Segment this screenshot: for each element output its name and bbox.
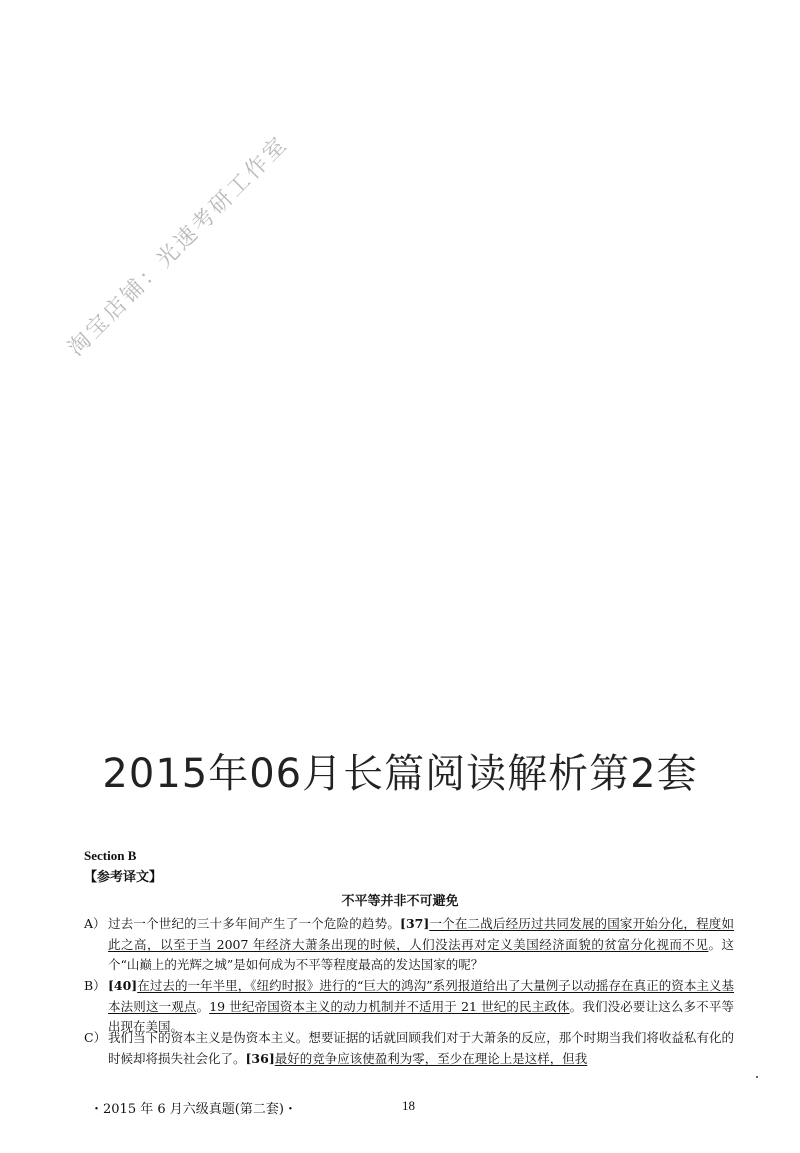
paragraph-a (84, 914, 734, 976)
underlined-answer: 19 世纪帝国资本主义的动力机制并不适用于 21 世纪的民主政体 (209, 998, 570, 1014)
paragraph-body (108, 1028, 734, 1069)
underlined-answer: 一个在二战后经历过共同发展的国家开始分化，程度如此之高，以至于当 2007 年经济大萧条出现的时候，人们没法再对定义美国经济面貌的贫富分化视而不见 (108, 916, 734, 952)
footer-source: ・2015 年 6 月六级真题(第二套)・ (90, 1102, 297, 1117)
paragraph-letter: C） (84, 1030, 107, 1045)
watermark-text: 淘宝店铺：光速考研工作室 (63, 131, 294, 362)
paragraph-text: 过去一个世纪的三十多年间产生了一个危险的趋势。 (108, 916, 401, 931)
page-number: 18 (402, 1098, 415, 1113)
question-tag: [36] (245, 1050, 275, 1066)
underlined-answer: 在过去的一年半里，《纽约时报》进行的“巨大的鸿沟”系列报道给出了大量例子以动摇存在真正的资本主义基本法则这一观点 (108, 978, 734, 1014)
article-title: 不平等并非不可避免 (341, 894, 459, 909)
paragraph-text: 。我们没必要让这么多不平等出现在美国。 (108, 998, 734, 1034)
question-tag: [37] (400, 916, 430, 931)
paragraph-letter: A） (84, 916, 106, 931)
scan-speck (756, 1076, 758, 1078)
question-tag: [40] (108, 978, 138, 993)
section-label: Section B (84, 848, 137, 863)
underlined-answer: 最好的竞争应该使盈利为零，至少在理论上是这样，但我 (274, 1050, 588, 1066)
paragraph-text: 。 (196, 998, 210, 1014)
paragraph-text: 我们当下的资本主义是伪资本主义。想要证据的话就回顾我们对于大萧条的反应，那个时期当我们将收益私有化的时候却将损失社会化了。 (108, 1030, 734, 1066)
paragraph-c (84, 1028, 734, 1069)
reference-translation-label: 【参考译文】 (84, 870, 163, 885)
paragraph-letter: B） (84, 978, 106, 993)
paragraph-body (108, 914, 734, 976)
page-title: 2015年06月长篇阅读解析第2套 (102, 751, 698, 797)
paragraph-text: 。这个“山巅上的光辉之城”是如何成为不平等程度最高的发达国家的呢？ (108, 936, 734, 972)
